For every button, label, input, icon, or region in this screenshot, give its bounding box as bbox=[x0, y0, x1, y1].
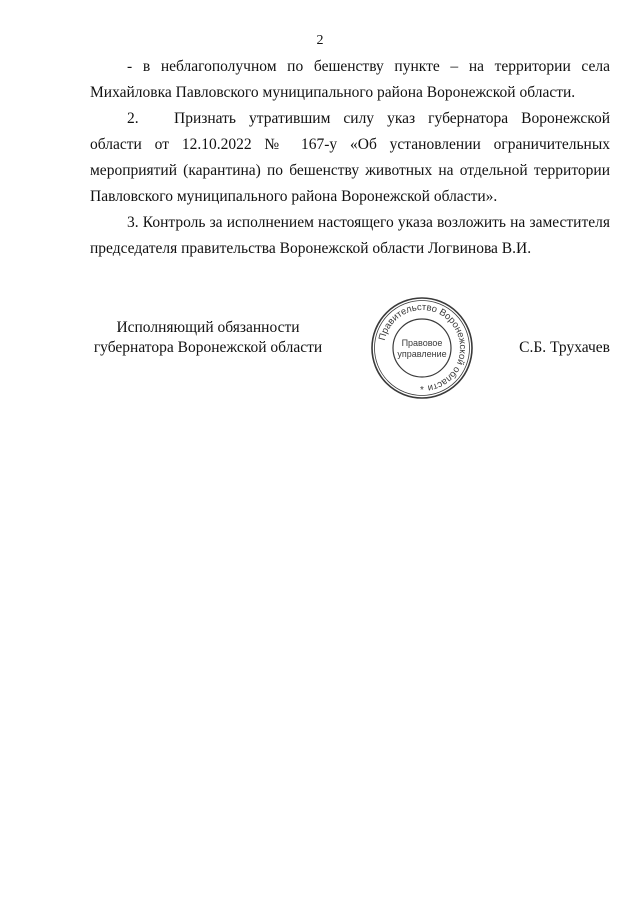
seal-outer-ring bbox=[372, 298, 472, 398]
paragraph-1: - в неблагополучном по бешенству пункте – на территории села Михайловка Павловского муниципального района Воронежской области. bbox=[90, 58, 610, 101]
seal-star: * bbox=[420, 385, 424, 396]
paragraph-3: 3. Контроль за исполнением настоящего указа возложить на заместителя председателя правительства Воронежской области Логвинова В.И. bbox=[90, 214, 610, 257]
signer-title bbox=[88, 318, 328, 358]
paragraph-2-number: 2. bbox=[127, 110, 139, 127]
signer-title-line-2: губернатора Воронежской области bbox=[93, 339, 323, 356]
seal-graphic bbox=[367, 293, 477, 403]
seal-center-line-2: управление bbox=[397, 349, 447, 359]
paragraph-2 bbox=[90, 106, 610, 210]
document-body bbox=[90, 54, 610, 262]
seal-inner-ring bbox=[393, 319, 451, 377]
page-number: 2 bbox=[316, 33, 324, 48]
official-seal-stamp bbox=[367, 293, 477, 403]
signer-name: С.Б. Трухачев bbox=[519, 339, 610, 356]
paragraph-2-text: Признать утратившим силу указ губернатора Воронежской области от 12.10.2022 № 167-у «Об установлении ограничительных мероприятий (карантина) по бешенству животных на отдельной территории Павловского муниципального района Воронежской области». bbox=[90, 110, 610, 205]
signature-block bbox=[0, 318, 640, 398]
seal-ring-text: Правительство Воронежской области bbox=[376, 301, 469, 394]
seal-outer-ring-inner bbox=[375, 301, 470, 396]
signer-title-line-1: Исполняющий обязанности bbox=[116, 319, 300, 336]
seal-center-line-1: Правовое bbox=[401, 338, 443, 348]
